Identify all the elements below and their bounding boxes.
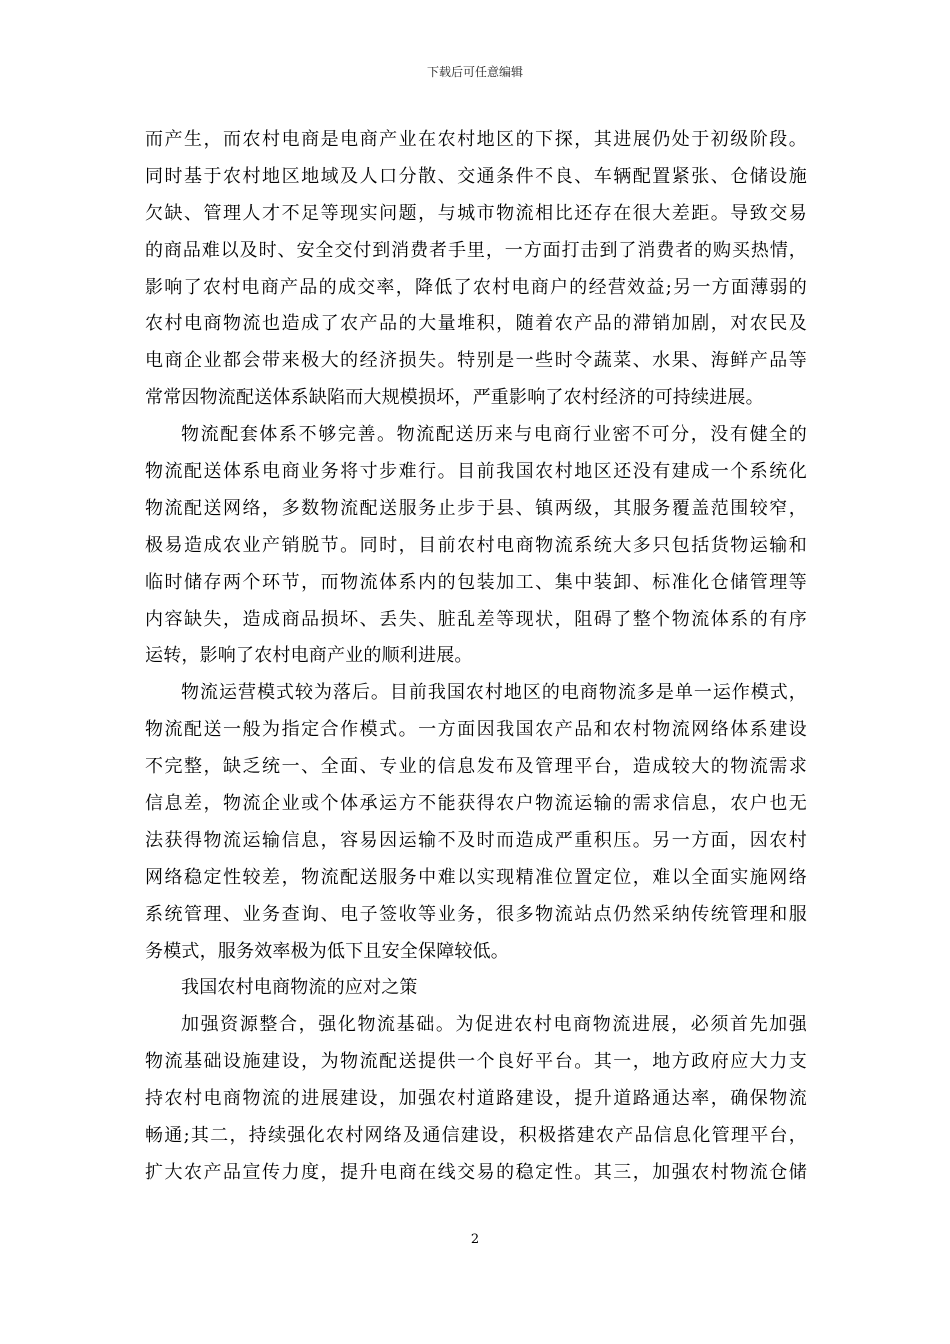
text-line: 物流配送网络，多数物流配送服务止步于县、镇两级，其服务覆盖范围较窄， <box>145 497 807 519</box>
text-line: 同时基于农村地区地域及人口分散、交通条件不良、车辆配置紧张、仓储设施 <box>145 165 807 187</box>
text-line: 系统管理、业务查询、电子签收等业务，很多物流站点仍然采纳传统管理和服 <box>145 903 807 925</box>
text-line: 内容缺失，造成商品损坏、丢失、脏乱差等现状，阻碍了整个物流体系的有序 <box>145 608 807 630</box>
text-line: 的商品难以及时、安全交付到消费者手里，一方面打击到了消费者的购买热情， <box>145 239 807 261</box>
text-line: 欠缺、管理人才不足等现实问题，与城市物流相比还存在很大差距。导致交易 <box>145 202 807 224</box>
text-line: 信息差，物流企业或个体承运方不能获得农户物流运输的需求信息，农户也无 <box>145 793 807 815</box>
text-line: 农村电商物流也造成了农产品的大量堆积，随着农产品的滞销加剧，对农民及 <box>145 313 807 335</box>
text-line: 持农村电商物流的进展建设，加强农村道路建设，提升道路通达率，确保物流 <box>145 1088 807 1110</box>
paragraph-first-line: 物流运营模式较为落后。目前我国农村地区的电商物流多是单一运作模式， <box>181 682 807 704</box>
text-line: 畅通;其二，持续强化农村网络及通信建设，积极搭建农产品信息化管理平台， <box>145 1125 807 1147</box>
text-line: 法获得物流运输信息，容易因运输不及时而造成严重积压。另一方面，因农村 <box>145 829 807 851</box>
text-line: 极易造成农业产销脱节。同时，目前农村电商物流系统大多只包括货物运输和 <box>145 534 807 556</box>
text-line: 物流配送体系电商业务将寸步难行。目前我国农村地区还没有建成一个系统化 <box>145 461 807 483</box>
text-line: 物流基础设施建设，为物流配送提供一个良好平台。其一，地方政府应大力支 <box>145 1051 807 1073</box>
document-body <box>145 122 807 1192</box>
text-line: 务模式，服务效率极为低下且安全保障较低。 <box>145 940 509 962</box>
paragraph-first-line: 物流配套体系不够完善。物流配送历来与电商行业密不可分，没有健全的 <box>181 424 807 446</box>
text-line: 不完整，缺乏统一、全面、专业的信息发布及管理平台，造成较大的物流需求 <box>145 756 807 778</box>
text-line: 常常因物流配送体系缺陷而大规模损坏，严重影响了农村经济的可持续进展。 <box>145 387 764 409</box>
text-line: 电商企业都会带来极大的经济损失。特别是一些时令蔬菜、水果、海鲜产品等 <box>145 350 807 372</box>
page-header: 下载后可任意编辑 <box>426 65 523 79</box>
page-number: 2 <box>470 1232 480 1247</box>
section-heading: 我国农村电商物流的应对之策 <box>181 977 418 999</box>
text-line: 扩大农产品宣传力度，提升电商在线交易的稳定性。其三，加强农村物流仓储 <box>145 1161 807 1183</box>
paragraph-first-line: 加强资源整合，强化物流基础。为促进农村电商物流进展，必须首先加强 <box>181 1014 807 1036</box>
text-line: 影响了农村电商产品的成交率，降低了农村电商户的经营效益;另一方面薄弱的 <box>145 276 807 298</box>
text-line: 网络稳定性较差，物流配送服务中难以实现精准位置定位，难以全面实施网络 <box>145 866 807 888</box>
text-line: 运转，影响了农村电商产业的顺利进展。 <box>145 645 473 667</box>
text-line: 物流配送一般为指定合作模式。一方面因我国农产品和农村物流网络体系建设 <box>145 719 807 741</box>
text-line: 临时储存两个环节，而物流体系内的包装加工、集中装卸、标准化仓储管理等 <box>145 571 807 593</box>
text-line: 而产生，而农村电商是电商产业在农村地区的下探，其进展仍处于初级阶段。 <box>145 129 807 150</box>
